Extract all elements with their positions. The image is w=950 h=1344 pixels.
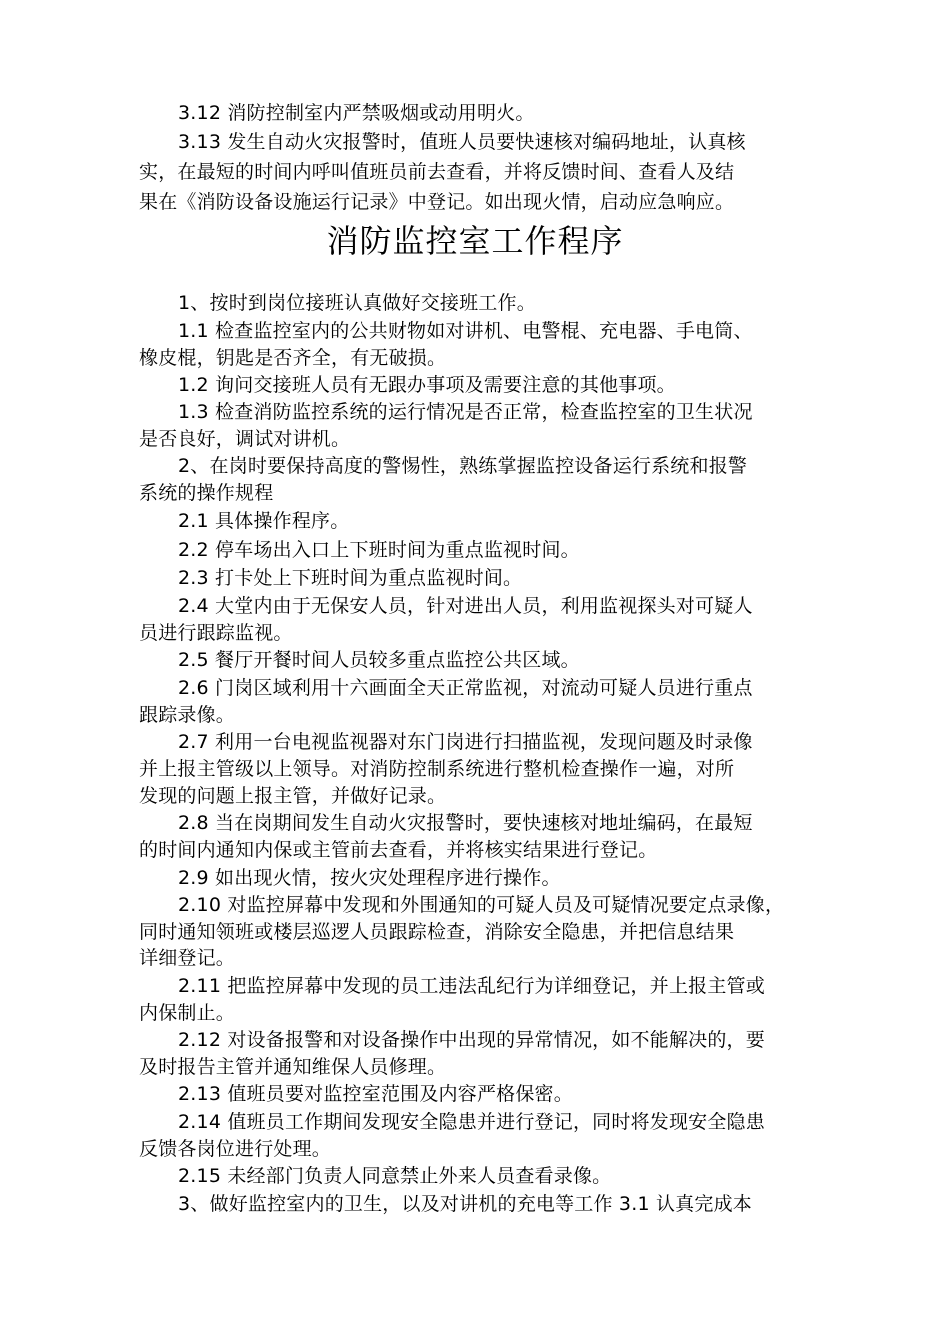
paragraph-line: 及时报告主管并通知维保人员修理。	[139, 1056, 447, 1078]
paragraph-line: 是否良好，调试对讲机。	[139, 428, 351, 450]
paragraph-line: 实，在最短的时间内呼叫值班员前去查看，并将反馈时间、查看人及结	[139, 161, 735, 183]
paragraph-line: 1.1 检查监控室内的公共财物如对讲机、电警棍、充电器、手电筒、	[178, 320, 753, 342]
paragraph-line: 3.12 消防控制室内严禁吸烟或动用明火。	[178, 102, 535, 124]
paragraph-line: 2.2 停车场出入口上下班时间为重点监视时间。	[178, 539, 580, 561]
paragraph-line: 2.10 对监控屏幕中发现和外围通知的可疑人员及可疑情况要定点录像，	[178, 894, 785, 916]
paragraph-line: 2.13 值班员要对监控室范围及内容严格保密。	[178, 1083, 573, 1105]
paragraph-line: 3.13 发生自动火灾报警时，值班人员要快速核对编码地址，认真核	[178, 131, 746, 153]
paragraph-line: 2.6 门岗区域利用十六画面全天正常监视，对流动可疑人员进行重点	[178, 677, 753, 699]
paragraph-line: 橡皮棍，钥匙是否齐全，有无破损。	[139, 347, 447, 369]
paragraph-line: 发现的问题上报主管，并做好记录。	[139, 785, 447, 807]
paragraph-line: 跟踪录像。	[139, 704, 236, 726]
paragraph-line: 员进行跟踪监视。	[139, 622, 293, 644]
paragraph-line: 1.2 询问交接班人员有无跟办事项及需要注意的其他事项。	[178, 374, 676, 396]
paragraph-line: 3、做好监控室内的卫生，以及对讲机的充电等工作 3.1 认真完成本	[178, 1193, 752, 1215]
paragraph-line: 2.8 当在岗期间发生自动火灾报警时，要快速核对地址编码，在最短	[178, 812, 753, 834]
paragraph-line: 2.1 具体操作程序。	[178, 510, 350, 532]
paragraph-line: 详细登记。	[139, 947, 236, 969]
paragraph-line: 同时通知领班或楼层巡逻人员跟踪检查，消除安全隐患，并把信息结果	[139, 921, 735, 943]
paragraph-line: 2.12 对设备报警和对设备操作中出现的异常情况，如不能解决的，要	[178, 1029, 765, 1051]
paragraph-line: 系统的操作规程	[139, 482, 274, 504]
section-title: 消防监控室工作程序	[326, 222, 624, 260]
paragraph-line: 2.9 如出现火情，按火灾处理程序进行操作。	[178, 867, 561, 889]
paragraph-line: 并上报主管级以上领导。对消防控制系统进行整机检查操作一遍，对所	[139, 758, 735, 780]
paragraph-line: 2.7 利用一台电视监视器对东门岗进行扫描监视，发现问题及时录像	[178, 731, 753, 753]
paragraph-line: 1.3 检查消防监控系统的运行情况是否正常，检查监控室的卫生状况	[178, 401, 753, 423]
paragraph-line: 2、在岗时要保持高度的警惕性，熟练掌握监控设备运行系统和报警	[178, 455, 748, 477]
paragraph-line: 果在《消防设备设施运行记录》中登记。如出现火情，启动应急响应。	[139, 191, 735, 213]
paragraph-line: 1、按时到岗位接班认真做好交接班工作。	[178, 292, 536, 314]
paragraph-line: 2.15 未经部门负责人同意禁止外来人员查看录像。	[178, 1165, 612, 1187]
paragraph-line: 2.14 值班员工作期间发现安全隐患并进行登记，同时将发现安全隐患	[178, 1111, 765, 1133]
paragraph-line: 2.11 把监控屏幕中发现的员工违法乱纪行为详细登记，并上报主管或	[178, 975, 765, 997]
paragraph-line: 内保制止。	[139, 1002, 236, 1024]
paragraph-line: 的时间内通知内保或主管前去查看，并将核实结果进行登记。	[139, 839, 658, 861]
paragraph-line: 2.5 餐厅开餐时间人员较多重点监控公共区域。	[178, 649, 580, 671]
paragraph-line: 反馈各岗位进行处理。	[139, 1138, 332, 1160]
paragraph-line: 2.3 打卡处上下班时间为重点监视时间。	[178, 567, 523, 589]
paragraph-line: 2.4 大堂内由于无保安人员，针对进出人员，利用监视探头对可疑人	[178, 595, 753, 617]
